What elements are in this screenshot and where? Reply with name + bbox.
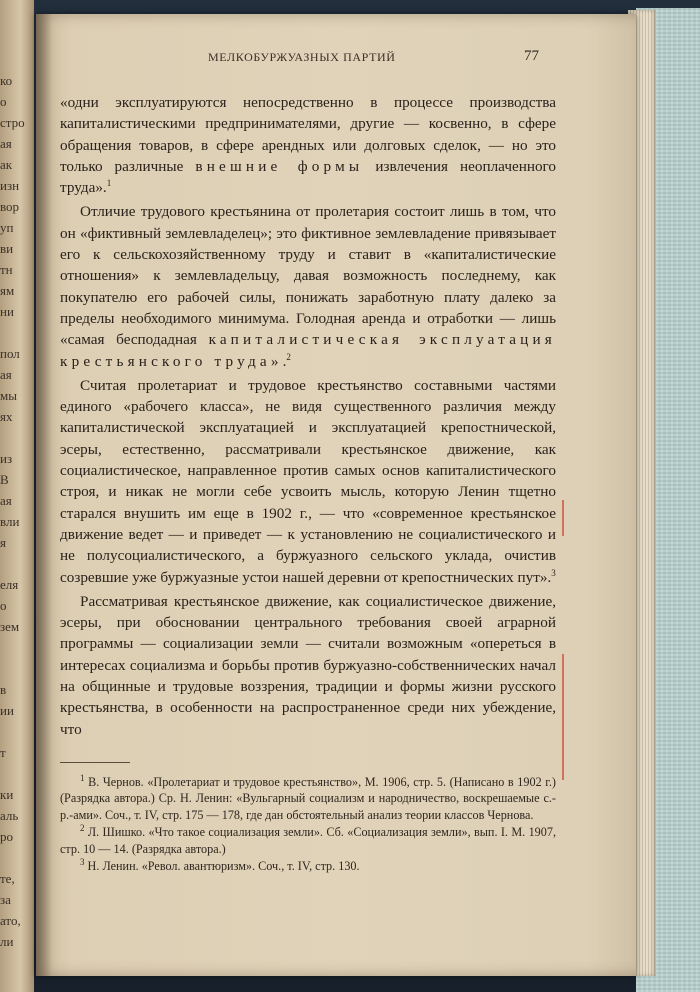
footnote-reference: 2 <box>286 351 291 362</box>
left-page-fragment <box>0 658 34 679</box>
left-page-fragment: тн <box>0 262 13 277</box>
left-page-fragment: изн <box>0 178 20 193</box>
left-page-fragment <box>0 553 34 574</box>
left-page-fragment: ая <box>0 493 12 508</box>
left-page-fragment: ко <box>0 73 13 88</box>
footnote-number: 1 <box>80 772 85 783</box>
footnotes <box>60 774 556 875</box>
text-run: «одни эксплуатируются непосредственно в процессе производства капиталистическими предпринимателями, другие — косвенно, в сфере обращения товаров, в сфере арендных или долговых сделок, — но это только различные <box>60 94 556 175</box>
page-number: 77 <box>524 48 539 64</box>
left-page-edge <box>0 0 34 992</box>
footnote <box>60 824 556 857</box>
left-page-fragment: из <box>0 451 13 466</box>
text-run: Отличие трудового крестьянина от пролетария состоит лишь в том, что он «фиктивный землевладелец»; это фиктивное землевладение привязывает его к сельскохозяйственному труду и ставит в «капиталистические отношения» к землевладельцу, давая возможность последнему, как покупателю его рабочей силы, понижать заработную плату далеко за пределы необходимого минимума. Голодная аренда и отработки — лишь «самая бесподадная <box>60 203 556 349</box>
left-page-fragment: ая <box>0 367 12 382</box>
left-page-fragment: пол <box>0 346 20 361</box>
footnote-rule <box>60 762 130 763</box>
spaced-emphasis: внешние формы <box>195 157 364 175</box>
left-page-fragment: еля <box>0 577 19 592</box>
left-page-fragment: вор <box>0 199 20 214</box>
left-page-fragment: ли <box>0 934 14 949</box>
left-page-fragment: ак <box>0 157 13 172</box>
footnote-number: 2 <box>80 823 85 834</box>
footnote <box>60 858 556 874</box>
left-page-fragment: я <box>0 535 6 550</box>
left-page-fragment <box>0 427 34 448</box>
paragraph <box>60 92 556 198</box>
left-page-fragment <box>0 637 34 658</box>
left-page-fragment: в <box>0 682 7 697</box>
left-page-fragment: ям <box>0 283 15 298</box>
left-page-fragment: ни <box>0 304 14 319</box>
left-page-fragment: В <box>0 472 9 487</box>
paragraph <box>60 201 556 371</box>
left-page-fragment: уп <box>0 220 14 235</box>
left-page-fragment <box>0 721 34 742</box>
footnote-number: 3 <box>80 856 85 867</box>
footnote <box>60 774 556 823</box>
footnote-reference: 3 <box>551 567 556 578</box>
footnote-text: Н. Ленин. «Револ. авантюризм». Соч., т. IV, стр. 130. <box>84 859 360 874</box>
footnote-text: Л. Шишко. «Что такое социализация земли». Сб. «Социализация земли», вып. I. М. 1907, стр. 10 — 14. (Разрядка автора.) <box>60 825 556 856</box>
left-page-fragment: мы <box>0 388 17 403</box>
left-page-fragment: аль <box>0 808 19 823</box>
left-page-fragment: те, <box>0 871 15 886</box>
left-page-fragment <box>0 847 34 868</box>
left-page-fragment: ато, <box>0 913 21 928</box>
left-page-text-fragments <box>0 70 34 973</box>
body-text <box>60 92 556 743</box>
pencil-margin-mark <box>562 500 564 536</box>
left-page-fragment: ии <box>0 703 14 718</box>
left-page-fragment: ки <box>0 787 14 802</box>
text-run: . <box>282 352 287 370</box>
text-run: Рассматривая крестьянское движение, как социалистическое движение, эсеры, при обосновании центрального требования своей аграрной программы — социализации земли — считали возможным «опереться в интересах социализма и борьбы против буржуазно-собственнических начал на общинные и трудовые воззрения, традиции и формы жизни русского крестьянства, в особенности на распространенное среди них убеждение, что <box>60 592 556 738</box>
paragraph <box>60 375 556 588</box>
left-page-fragment: ро <box>0 829 13 844</box>
left-page-fragment <box>0 952 34 973</box>
running-head: МЕЛКОБУРЖУАЗНЫХ ПАРТИЙ <box>208 50 396 64</box>
left-page-fragment: ая <box>0 136 12 151</box>
spaced-emphasis: капиталистическая эксплуатация крестьянского труда» <box>60 331 556 370</box>
left-page-fragment: ях <box>0 409 13 424</box>
left-page-fragment: вли <box>0 514 20 529</box>
pencil-margin-mark <box>562 654 564 780</box>
left-page-fragment: т <box>0 745 6 760</box>
left-page-fragment: зем <box>0 619 20 634</box>
text-run: извлечения неоплаченного труда». <box>60 157 556 197</box>
footnote-reference: 1 <box>106 178 112 189</box>
left-page-fragment <box>0 763 34 784</box>
left-page-fragment: о <box>0 598 7 613</box>
left-page-fragment: стро <box>0 115 25 130</box>
paragraph <box>60 591 556 740</box>
left-page-fragment: ви <box>0 241 14 256</box>
text-run: Считая пролетариат и трудовое крестьянство составными частями единого «рабочего класса», не видя существенного различия между капиталистической эксплуатацией и эксплуатацией крепостнической, эсеры, естественно, рассматривали крестьянское движение, как социалистическое, направленное против самых основ капиталистического строя, и никак не могли себе усвоить мысль, которую Ленин тщетно старался внушить им еще в 1902 г., — что «современное крестьянское движение ведет — и приведет — к установлению не социалистического и не полусоциалистического, а буржуазного сельского уклада, очистив созревшие уже буржуазные устои нашей деревни от крепостнических пут». <box>60 376 556 586</box>
left-page-fragment: за <box>0 892 11 907</box>
left-page-fragment: о <box>0 94 7 109</box>
book-page <box>36 14 636 976</box>
footnote-text: В. Чернов. «Пролетариат и трудовое крестьянство», М. 1906, стр. 5. (Написано в 1902 г.) (Разрядка автора.) Ср. Н. Ленин: «Вульгарный социализм и народничество, воскрешаемые с.-р.-ами». Соч., т. IV, стр. 175 — 178, где дан обстоятельный анализ теории классов Чернова. <box>60 775 556 822</box>
left-page-fragment <box>0 322 34 343</box>
